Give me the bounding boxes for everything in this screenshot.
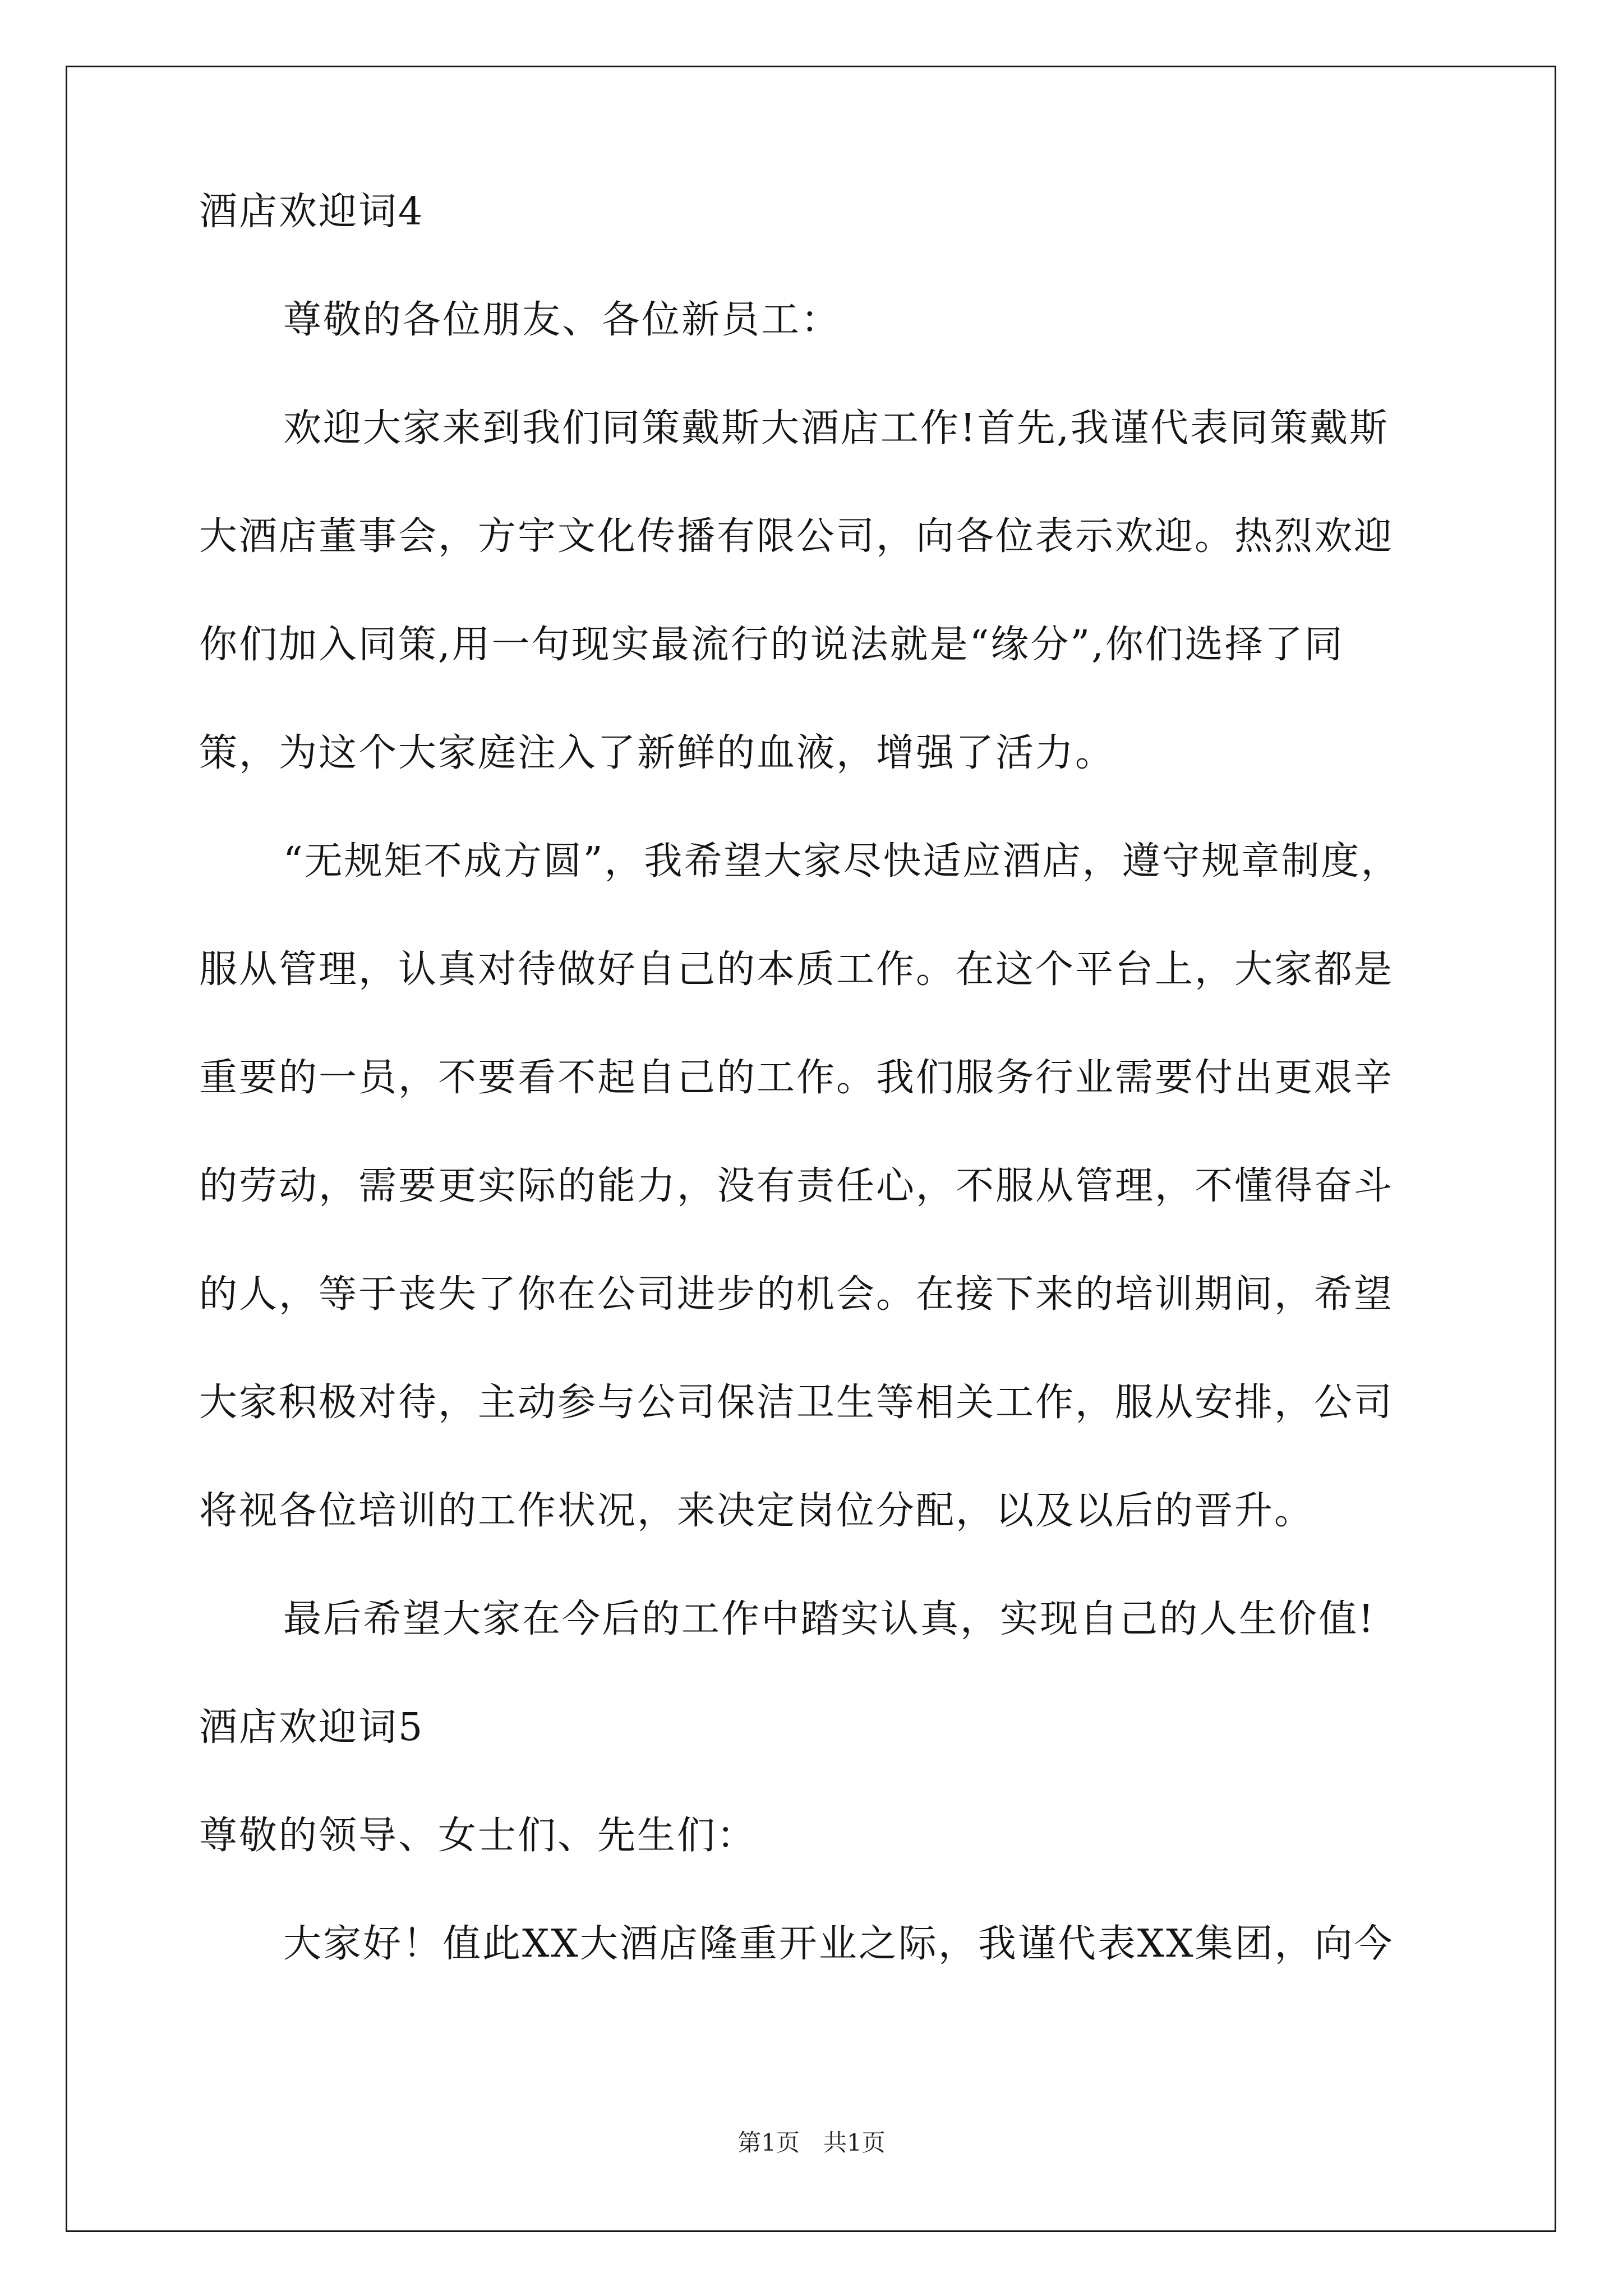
salutation-line: 尊敬的各位朋友、各位新员工： [283,298,841,342]
salutation-line: 尊敬的领导、女士们、先生们： [199,1814,757,1858]
paragraph-line: 重要的一员，不要看不起自己的工作。我们服务行业需要付出更艰辛 [199,1056,1394,1100]
heading-welcome-speech-4: 酒店欢迎词4 [199,190,425,234]
paragraph-line: 你们加入同策,用一句现实最流行的说法就是“缘分”,你们选择了同 [199,623,1344,667]
page-border [66,66,1556,2232]
paragraph-line: 最后希望大家在今后的工作中踏实认真，实现自己的人生价值! [283,1597,1376,1641]
paragraph-line: 大家积极对待，主动参与公司保洁卫生等相关工作，服从安排，公司 [199,1381,1394,1425]
paragraph-line: 将视各位培训的工作状况，来决定岗位分配，以及以后的晋升。 [199,1489,1315,1533]
paragraph-line: 的劳动，需要更实际的能力，没有责任心，不服从管理，不懂得奋斗 [199,1164,1394,1208]
paragraph-line: 的人，等于丧失了你在公司进步的机会。在接下来的培训期间，希望 [199,1272,1394,1317]
paragraph-line: “无规矩不成方圆”，我希望大家尽快适应酒店，遵守规章制度， [283,839,1401,884]
paragraph-line: 大家好！值此XX大酒店隆重开业之际，我谨代表XX集团，向今 [283,1922,1394,1966]
paragraph-line: 大酒店董事会，方宇文化传播有限公司，向各位表示欢迎。热烈欢迎 [199,514,1394,559]
page-number-footer: 第1页 共1页 [737,2129,886,2156]
heading-welcome-speech-5: 酒店欢迎词5 [199,1705,425,1750]
paragraph-line: 服从管理，认真对待做好自己的本质工作。在这个平台上，大家都是 [199,947,1394,992]
paragraph-line: 欢迎大家来到我们同策戴斯大酒店工作!首先,我谨代表同策戴斯 [283,406,1389,450]
paragraph-line: 策，为这个大家庭注入了新鲜的血液，增强了活力。 [199,731,1115,775]
